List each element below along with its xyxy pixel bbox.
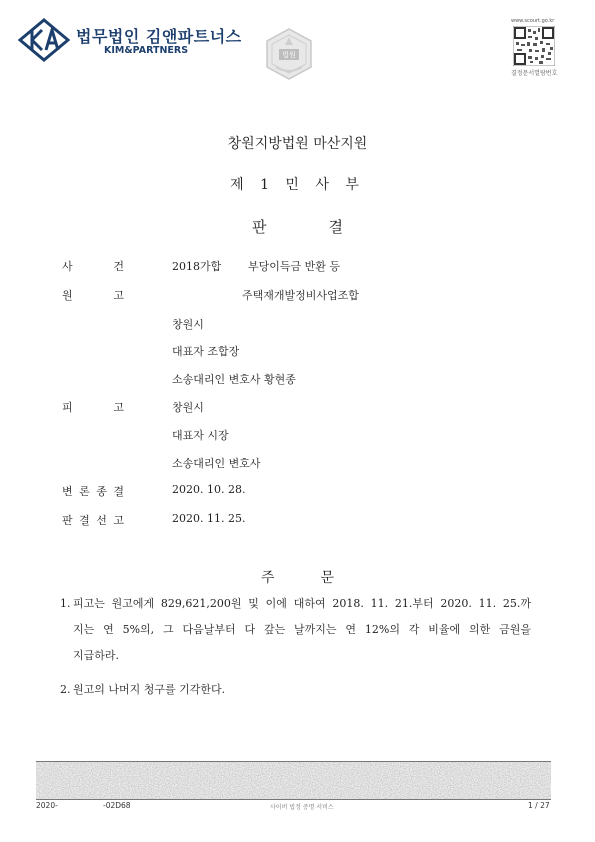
- ruling-item-number: 2.: [60, 683, 71, 696]
- firm-logo: [18, 18, 248, 62]
- ruling-heading: 주문: [260, 570, 381, 586]
- defendant-counsel: 소송대리인 변호사: [172, 457, 261, 470]
- qr-code: [511, 18, 557, 76]
- defendant-address: 창원시: [172, 401, 204, 414]
- case-number: 2018가합: [172, 260, 222, 273]
- defendant-label: 피 고: [62, 401, 124, 414]
- ruling-item-line: 지는 연 5%의, 그 다음날부터 다 갚는 날까지는 연 12%의 각 비율에 의한 금원을: [73, 623, 531, 636]
- ruling-item: [60, 677, 530, 703]
- firm-name-en: KIM&PARTNERS: [104, 45, 189, 56]
- ruling-item-line: 원고의 나머지 청구를 기각한다.: [73, 683, 226, 696]
- plaintiff-label: 원 고: [62, 289, 124, 302]
- page-number: 1 / 27: [528, 801, 550, 810]
- qr-url: www.scourt.go.kr: [511, 18, 555, 24]
- ruling-item: [60, 591, 530, 669]
- document-security-pattern: [36, 761, 551, 800]
- seal-text: 법원: [282, 51, 296, 59]
- hearing-closed-date: 2020. 10. 28.: [172, 483, 246, 496]
- judgment-date: 2020. 11. 25.: [172, 512, 246, 525]
- plaintiff-name: 주택재개발정비사업조합: [242, 289, 359, 302]
- case-label: 사 건: [62, 260, 124, 273]
- plaintiff-counsel: 소송대리인 변호사 황현종: [172, 373, 296, 386]
- footer-date-prefix: 2020-: [36, 801, 58, 810]
- defendant-representative: 대표자 시장: [172, 429, 229, 442]
- firm-logo-icon: [18, 18, 70, 62]
- case-name: 부당이득금 반환 등: [248, 260, 341, 273]
- hearing-closed-label: 변 론 종 결: [62, 485, 124, 498]
- footer-center-text: 사이버 법정 증명 서비스: [270, 804, 334, 811]
- plaintiff-representative: 대표자 조합장: [172, 345, 240, 358]
- ruling-item-number: 1.: [60, 597, 71, 610]
- qr-code-icon: [513, 26, 555, 66]
- judgment-date-label: 판 결 선 고: [62, 514, 124, 527]
- court-name: 창원지방법원 마산지원: [227, 136, 368, 152]
- court-seal-icon: [262, 27, 316, 81]
- footer-doc-code: -02D68: [103, 801, 131, 810]
- document-title: 판결: [252, 218, 405, 236]
- ruling-item-line: 지급하라.: [73, 649, 120, 662]
- firm-name-ko: 법무법인 김앤파트너스: [76, 27, 242, 46]
- qr-caption: 결정문서열람번호: [511, 70, 558, 77]
- court-division: 제 1 민 사 부: [230, 177, 365, 193]
- ruling-item-line: 피고는 원고에게 829,621,200원 및 이에 대하여 2018. 11. 21.부터 2020. 11. 25.까: [73, 597, 531, 610]
- plaintiff-address: 창원시: [172, 318, 204, 331]
